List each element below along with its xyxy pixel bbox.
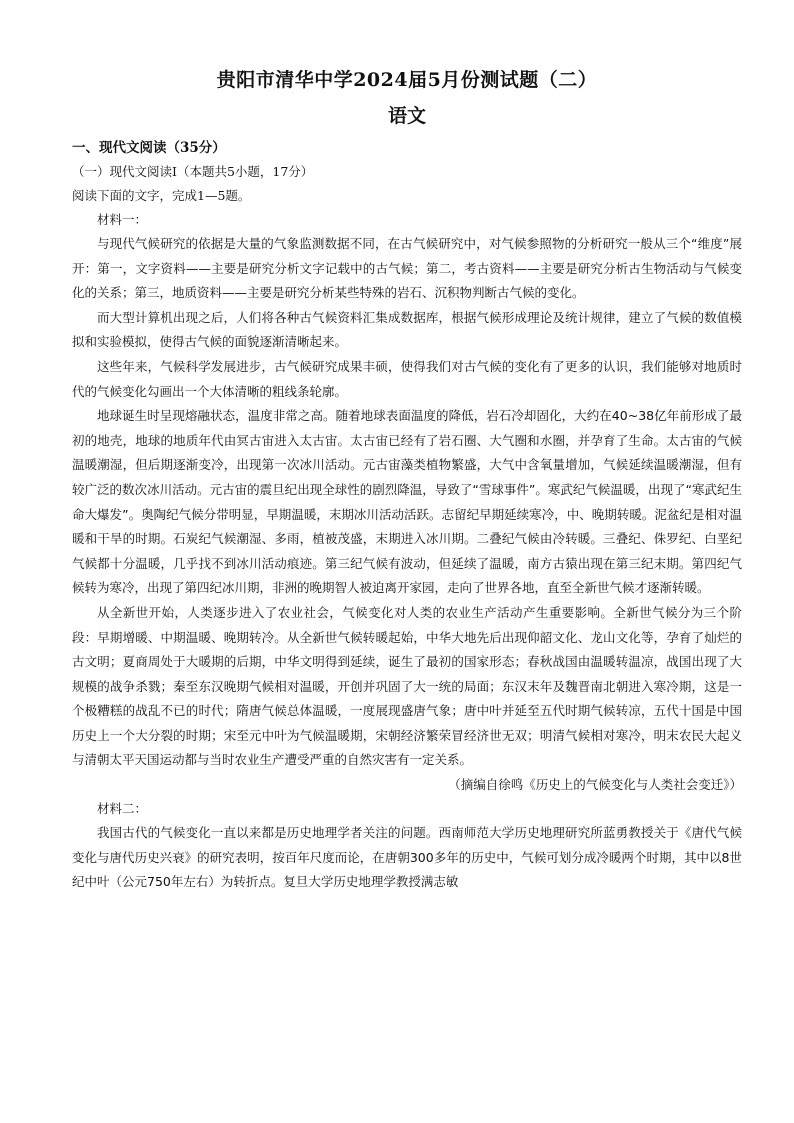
paragraph: 而大型计算机出现之后，人们将各种古气候资料汇集成数据库，根据气候形成理论及统计规律，建立了气候的数值模拟和实验模拟，使得古气候的面貌逐渐清晰起来。 [72,309,742,350]
paragraph: 这些年来，气候科学发展进步，古气候研究成果丰硕，使得我们对古气候的变化有了更多的认识，我们能够对地质时代的气候变化勾画出一个大体清晰的粗线条轮廓。 [72,358,742,399]
reading-instruction: 阅读下面的文字，完成1—5题。 [72,188,251,203]
source-citation: （摘编自徐鸣《历史上的气候变化与人类社会变迁》） [448,777,742,793]
subject-title: 语文 [387,105,426,127]
exam-title: 贵阳市清华中学2024届5月份测试题（二） [216,69,598,91]
paragraph: 我国古代的气候变化一直以来都是历史地理学者关注的问题。西南师范大学历史地理研究所蓝勇教授关于《唐代气候变化与唐代历史兴衰》的研究表明，按百年尺度而论，在唐朝300多年的历史中，气候可划分成冷暖两个时期，其中以8世纪中叶（公元750年左右）为转折点。复旦大学历史地理学教授满志敏 [72,825,742,890]
material-one [72,208,742,797]
material-label: 材料一： [97,212,148,227]
material-label: 材料二： [97,801,148,817]
paragraph: 从全新世开始，人类逐步进入了农业社会，气候变化对人类的农业生产活动产生重要影响。全新世气候分为三个阶段：早期增暖、中期温暖、晚期转冷。从全新世气候转暖起始，中华大地先后出现仰韶文化、龙山文化等，孕育了灿烂的古文明；夏商周处于大暖期的后期，中华文明得到延续，诞生了最初的国家形态；春秋战国由温暖转温凉，战国出现了大规模的战争杀戮；秦至东汉晚期气候相对温暖，开创并巩固了大一统的局面；东汉末年及魏晋南北朝进入寒冷期，这是一个极糟糕的战乱不已的时代；隋唐气候总体温暖，一度展现盛唐气象；唐中叶并延至五代时期气候转凉，五代十国是中国历史上一个大分裂的时期；宋至元中叶为气候温暖期，宋朝经济繁荣冒经济世无双；明清气候相对寒冷，明末农民大起义与清朝太平天国运动都与当时农业生产遭受严重的自然灾害有一定关系。 [72,604,742,768]
material-two [72,797,742,895]
paragraph: 地球诞生时呈现熔融状态，温度非常之高。随着地球表面温度的降低，岩石冷却固化，大约在40~38亿年前形成了最初的地壳，地球的地质年代由冥古宙进入太古宙。太古宙已经有了岩石圈、大气圈和水圈，并孕育了生命。太古宙的气候温暖潮湿，但后期逐渐变冷，出现第一次冰川活动。元古宙藻类植物繁盛，大气中含氧量增加，气候延续温暖潮湿，但有较广泛的数次冰川活动。元古宙的震旦纪出现全球性的剧烈降温，导致了“雪球事件”。寒武纪气候温暖，出现了“寒武纪生命大爆发”。奥陶纪气候分带明显，早期温暖，末期冰川活动活跃。志留纪早期延续寒冷，中、晚期转暖。泥盆纪是相对温暖和干旱的时期。石炭纪气候潮湿、多雨，植被茂盛，末期进入冰川期。二叠纪气候由冷转暖。三叠纪、侏罗纪、白垩纪气候都十分温暖，几乎找不到冰川活动痕迹。第三纪气候有波动，但延续了温暖，南方古猿出现在第三纪末期。第四纪气候转为寒冷，出现了第四纪冰川期，非洲的晚期智人被迫离开家园，走向了世界各地，直至全新世气候才逐渐转暖。 [72,408,742,596]
paragraph: 与现代气候研究的依据是大量的气象监测数据不同，在古气候研究中，对气候参照物的分析研究一般从三个“维度”展开：第一，文字资料——主要是研究分析文字记载中的古气候；第二，考古资料——主要是研究分析古生物活动与气候变化的关系；第三，地质资料——主要是研究分析某些特殊的岩石、沉积物判断古气候的变化。 [72,236,742,301]
section-subheading: （一）现代文阅读Ⅰ（本题共5小题，17分） [72,164,314,179]
section-heading: 一、现代文阅读（35分） [72,140,226,156]
